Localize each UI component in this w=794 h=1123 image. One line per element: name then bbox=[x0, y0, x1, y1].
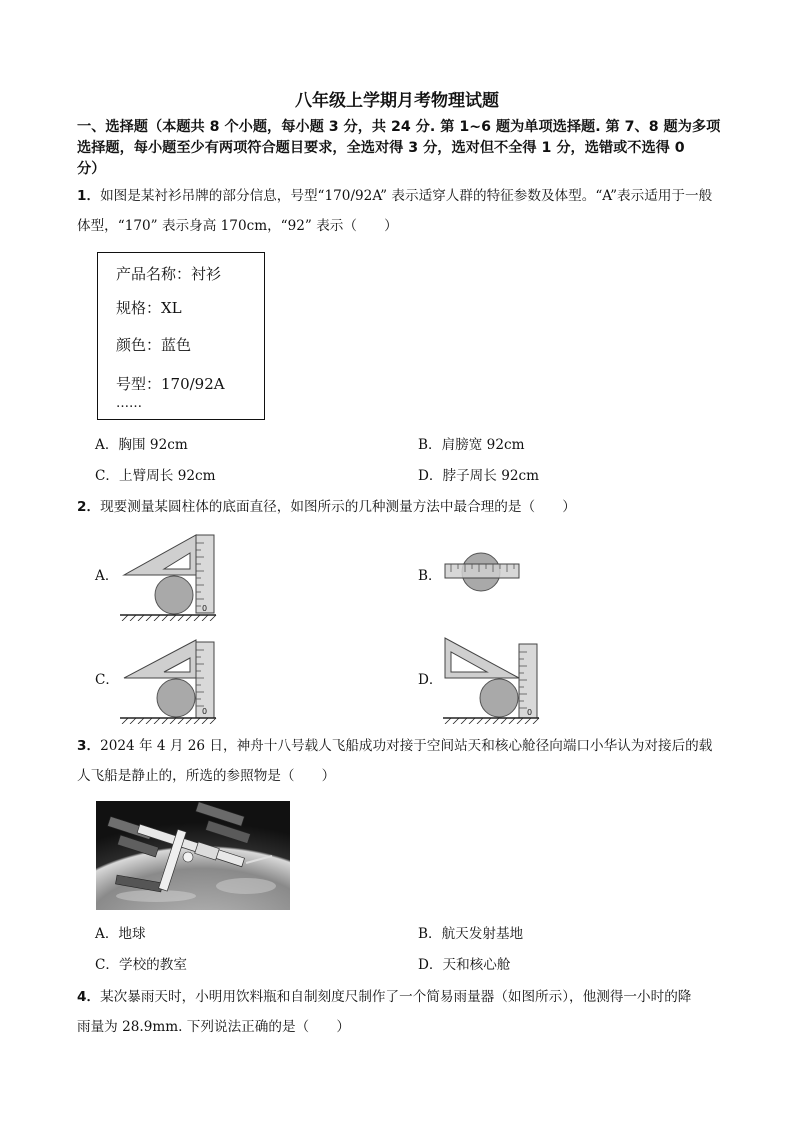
option-c[interactable]: C．上臂周长 92cm bbox=[95, 468, 216, 484]
question-text-cont: 体型，“170” 表示身高 170cm，“92” 表示（ ） bbox=[77, 218, 398, 234]
section-line-3: 分） bbox=[77, 161, 106, 177]
option-d[interactable]: D．天和核心舱 bbox=[418, 957, 511, 973]
question-1 bbox=[77, 181, 757, 241]
section-header bbox=[77, 117, 757, 180]
option-b-label[interactable]: B． bbox=[418, 568, 442, 584]
zero-label: 0 bbox=[527, 708, 533, 717]
zero-label: 0 bbox=[202, 604, 208, 613]
question-2 bbox=[77, 492, 757, 522]
shirt-tag-figure bbox=[97, 252, 265, 420]
question-number: 2． bbox=[77, 499, 101, 515]
tag-size: 规格：XL bbox=[116, 299, 182, 317]
zero-label: 0 bbox=[202, 707, 208, 716]
tag-name: 产品名称：衬衫 bbox=[116, 265, 222, 283]
question-text: 2024 年 4 月 26 日，神舟十八号载人飞船成功对接于空间站天和核心舱径向端口小华认为对接后的载 bbox=[100, 738, 713, 754]
option-a-label[interactable]: A． bbox=[95, 568, 119, 584]
measure-figure-a bbox=[120, 533, 220, 621]
question-number: 1． bbox=[77, 188, 101, 204]
question-text: 如图是某衬衫吊牌的部分信息，号型“170/92A” 表示适穿人群的特征参数及体型。“A”表示适用于一般 bbox=[100, 188, 713, 204]
option-b[interactable]: B．航天发射基地 bbox=[418, 926, 524, 942]
space-station-photo bbox=[96, 801, 290, 910]
question-number: 3． bbox=[77, 738, 101, 754]
section-line-2: 选择题，每小题至少有两项符合题目要求，全选对得 3 分，选对但不全得 1 分，选错或不选得 0 bbox=[77, 140, 685, 156]
measure-figure-c bbox=[120, 636, 220, 724]
question-text-cont: 人飞船是静止的，所选的参照物是（ ） bbox=[77, 768, 336, 784]
option-c[interactable]: C．学校的教室 bbox=[95, 957, 187, 973]
question-number: 4． bbox=[77, 989, 101, 1005]
measure-figure-b bbox=[443, 552, 521, 592]
tag-color: 颜色：蓝色 bbox=[116, 336, 192, 354]
question-3 bbox=[77, 731, 757, 791]
option-a[interactable]: A．地球 bbox=[95, 926, 146, 942]
option-d-label[interactable]: D． bbox=[418, 672, 443, 688]
measure-figure-d bbox=[443, 636, 543, 724]
page-title: 八年级上学期月考物理试题 bbox=[295, 91, 499, 111]
section-line-1: 一、选择题（本题共 8 个小题，每小题 3 分，共 24 分. 第 1~6 题为单项选择题. 第 7、8 题为多项 bbox=[77, 119, 721, 135]
option-a[interactable]: A．胸围 92cm bbox=[95, 437, 188, 453]
question-text-cont: 雨量为 28.9mm. 下列说法正确的是（ ） bbox=[77, 1019, 350, 1035]
question-text: 现要测量某圆柱体的底面直径，如图所示的几种测量方法中最合理的是（ ） bbox=[100, 499, 576, 515]
question-4 bbox=[77, 982, 757, 1042]
option-c-label[interactable]: C． bbox=[95, 672, 119, 688]
question-text: 某次暴雨天时，小明用饮料瓶和自制刻度尺制作了一个简易雨量器（如图所示），他测得一小时的降 bbox=[100, 989, 692, 1005]
tag-model: 号型：170/92A bbox=[116, 375, 225, 393]
option-b[interactable]: B．肩膀宽 92cm bbox=[418, 437, 525, 453]
option-d[interactable]: D．脖子周长 92cm bbox=[418, 468, 539, 484]
tag-more: …… bbox=[116, 396, 142, 411]
